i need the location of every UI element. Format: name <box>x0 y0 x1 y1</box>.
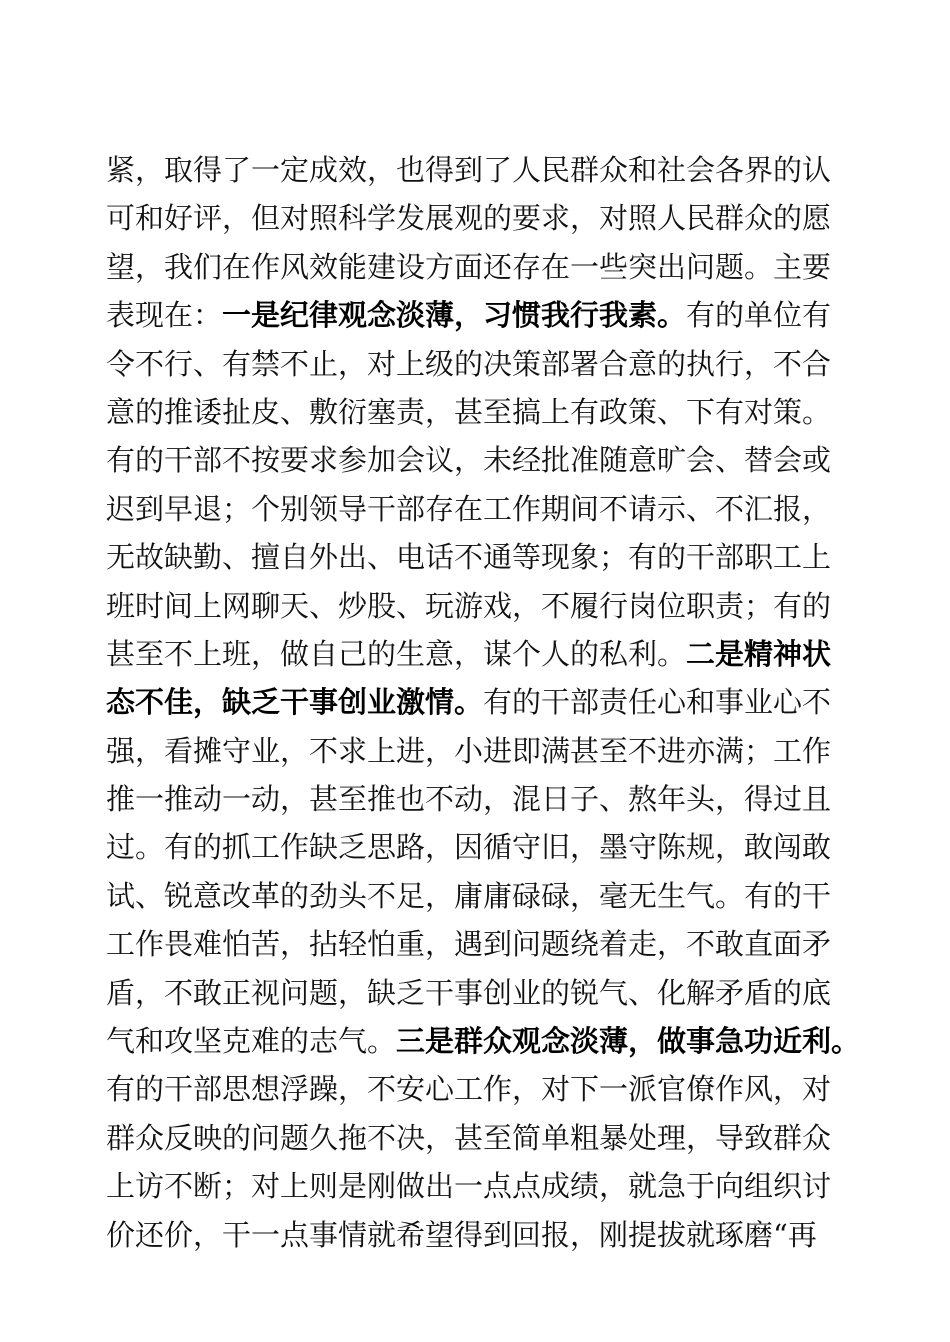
body-text: 上访不断；对上则是刚做出一点点成绩，就急于向组织讨 <box>106 1169 832 1204</box>
text-line <box>106 678 846 726</box>
body-text: 有的单位有 <box>686 298 832 333</box>
text-line <box>106 146 846 194</box>
body-text: 迟到早退；个别领导干部存在工作期间不请示、不汇报， <box>106 491 832 526</box>
body-text: 试、锐意改革的劲头不足，庸庸碌碌，毫无生气。有的干 <box>106 878 832 913</box>
text-line <box>106 582 846 630</box>
body-text: 工作畏难怕苦，拈轻怕重，遇到问题绕着走，不敢直面矛 <box>106 927 832 962</box>
body-text: 甚至不上班，做自己的生意，谋个人的私利。 <box>106 636 687 671</box>
body-text: 表现在： <box>106 298 223 333</box>
body-text: 望，我们在作风效能建设方面还存在一些突出问题。主要 <box>106 249 832 284</box>
text-line <box>106 1114 846 1162</box>
body-text: 群众反映的问题久拖不决，甚至简单粗暴处理，导致群众 <box>106 1120 832 1155</box>
bold-heading-text: 态不佳，缺乏干事创业激情。 <box>106 685 484 720</box>
body-text: 有的干部思想浮躁，不安心工作，对下一派官僚作风，对 <box>106 1072 832 1107</box>
body-text: 紧，取得了一定成效，也得到了人民群众和社会各界的认 <box>106 153 832 187</box>
text-line <box>106 436 846 484</box>
body-text: 班时间上网聊天、炒股、玩游戏，不履行岗位职责；有的 <box>106 588 832 623</box>
bold-heading-text: 三是群众观念淡薄，做事急功近利。 <box>396 1024 861 1059</box>
body-text: 气和攻坚克难的志气。 <box>106 1024 397 1059</box>
body-text: 有的干部责任心和事业心不 <box>483 685 832 720</box>
body-text: 令不行、有禁不止，对上级的决策部署合意的执行，不合 <box>106 346 832 381</box>
text-line <box>106 485 846 533</box>
body-text: 过。有的抓工作缺乏思路，因循守旧，墨守陈规，敢闯敢 <box>106 830 832 865</box>
text-line <box>106 1065 846 1113</box>
text-line <box>106 194 846 242</box>
text-line <box>106 775 846 823</box>
text-line <box>106 388 846 436</box>
body-text: 可和好评，但对照科学发展观的要求，对照人民群众的愿 <box>106 201 832 236</box>
text-line <box>106 823 846 871</box>
body-text: 推一推动一动，甚至推也不动，混日子、熬年头，得过且 <box>106 782 832 817</box>
body-text: 无故缺勤、擅自外出、电话不通等现象；有的干部职工上 <box>106 540 832 575</box>
body-text: 盾，不敢正视问题，缺乏干事创业的锐气、化解矛盾的底 <box>106 975 832 1010</box>
text-line <box>106 920 846 968</box>
body-paragraph <box>106 146 861 1259</box>
text-line <box>106 243 846 291</box>
text-line <box>106 872 846 920</box>
body-text: 强，看摊守业，不求上进，小进即满甚至不进亦满；工作 <box>106 733 832 768</box>
text-line <box>106 340 846 388</box>
bold-heading-text: 一是纪律观念淡薄，习惯我行我素。 <box>222 298 687 333</box>
body-text: 意的推诿扯皮、敷衍塞责，甚至搞上有政策、下有对策。 <box>106 394 832 429</box>
text-line <box>106 727 846 775</box>
text-line <box>106 1211 846 1259</box>
body-text: 价还价，干一点事情就希望得到回报，刚提拔就琢磨“再 <box>106 1217 817 1252</box>
text-line <box>106 1017 861 1065</box>
bold-heading-text: 二是精神状 <box>686 636 832 671</box>
text-line <box>106 630 846 678</box>
text-line <box>106 969 846 1017</box>
text-line <box>106 533 846 581</box>
text-line <box>106 1162 846 1210</box>
body-text: 有的干部不按要求参加会议，未经批准随意旷会、替会或 <box>106 443 832 478</box>
text-line <box>106 291 846 339</box>
